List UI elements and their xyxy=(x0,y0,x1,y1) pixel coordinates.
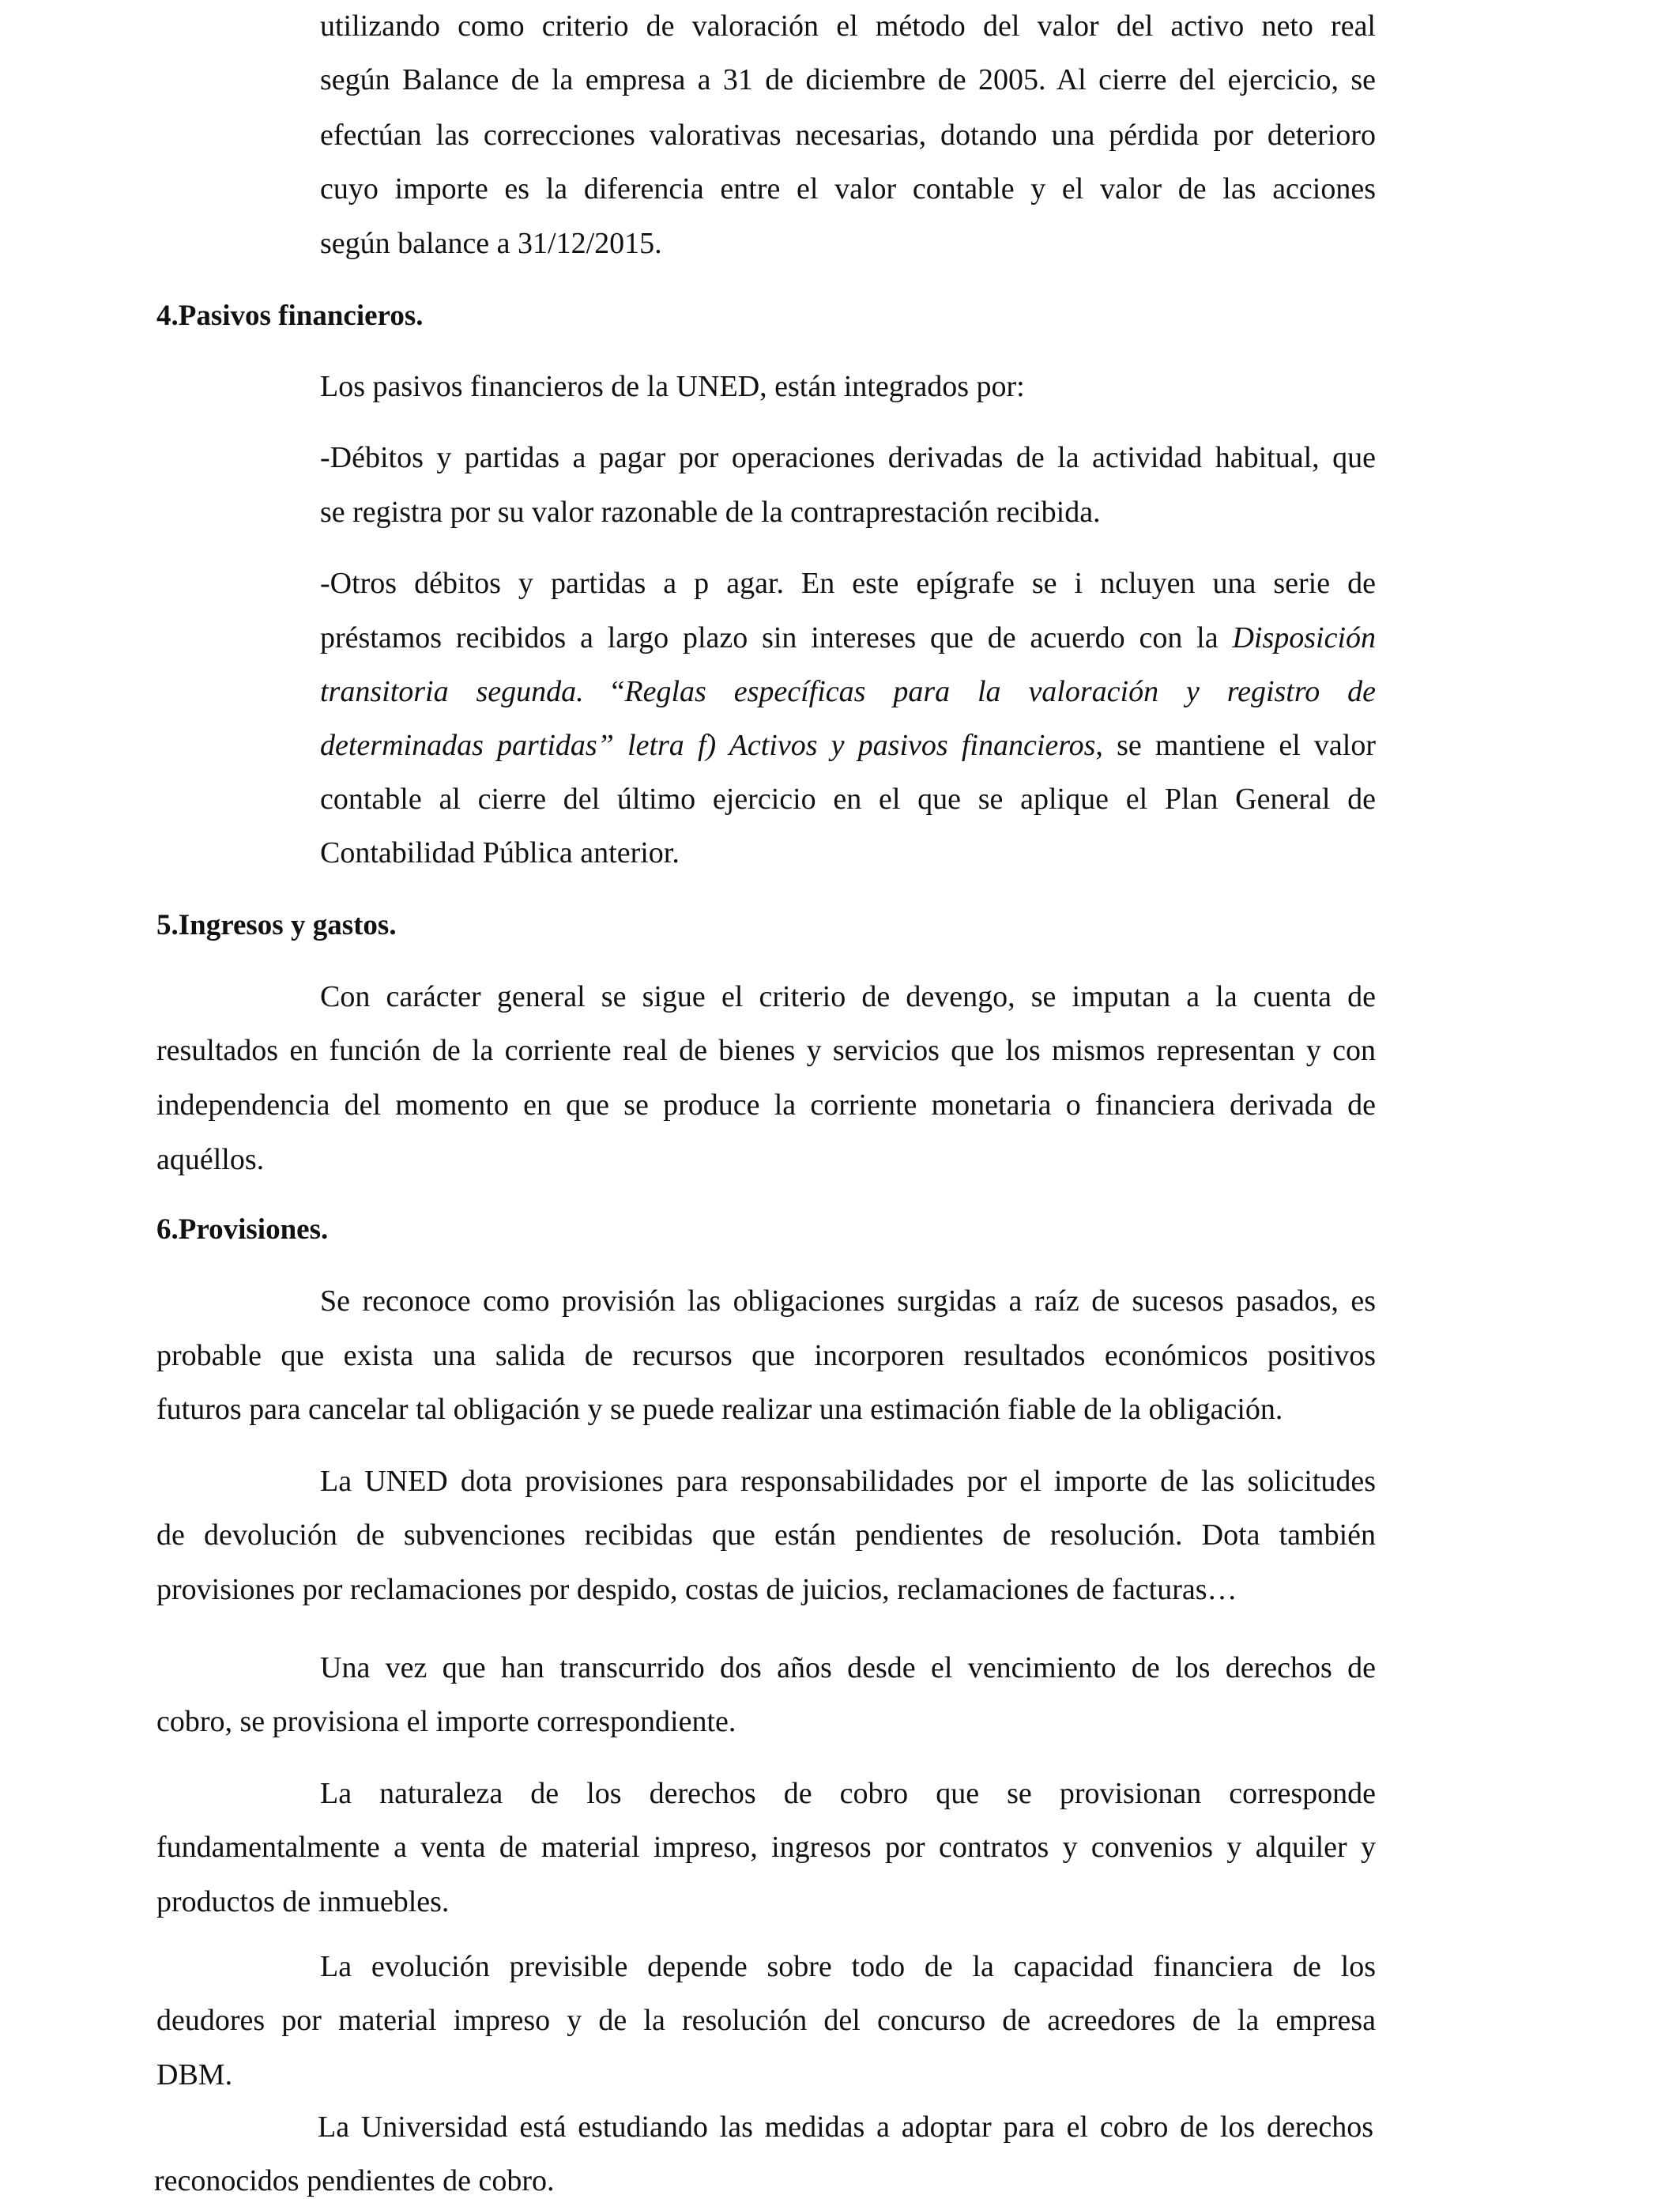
body-line: La naturaleza de los derechos de cobro que se provisionan corresponde xyxy=(320,1777,1376,1810)
body-line: futuros para cancelar tal obligación y se puede realizar una estimación fiable de la obligación. xyxy=(156,1393,1283,1426)
body-line: provisiones por reclamaciones por despido, costas de juicios, reclamaciones de facturas… xyxy=(156,1573,1237,1606)
section-heading: 5.Ingresos y gastos. xyxy=(156,909,397,941)
body-line: DBM. xyxy=(156,2058,233,2092)
body-text: préstamos recibidos a largo plazo sin intereses que de acuerdo con la xyxy=(320,621,1219,654)
italic-reference: Reglas específicas para la valoración y registro de xyxy=(624,675,1376,708)
body-line: se registra por su valor razonable de la contraprestación recibida. xyxy=(320,496,1101,529)
body-line: resultados en función de la corriente real de bienes y servicios que los mismos representan y con xyxy=(156,1034,1376,1067)
body-line: Contabilidad Pública anterior. xyxy=(320,836,680,869)
body-line: efectúan las correcciones valorativas necesarias, dotando una pérdida por deterioro xyxy=(320,119,1376,152)
body-line xyxy=(320,673,1376,710)
body-line: Con carácter general se sigue el criterio de devengo, se imputan a la cuenta de xyxy=(320,980,1376,1013)
body-line: La UNED dota provisiones para responsabilidades por el importe de las solicitudes xyxy=(320,1465,1376,1498)
body-line: deudores por material impreso y de la resolución del concurso de acreedores de la empresa xyxy=(156,2004,1376,2037)
italic-reference: transitoria segunda. xyxy=(320,675,584,708)
body-line: La Universidad está estudiando las medidas a adoptar para el cobro de los derechos xyxy=(318,2110,1373,2144)
body-line: reconocidos pendientes de cobro. xyxy=(154,2164,555,2197)
body-line: -Otros débitos y partidas a p agar. En este epígrafe se i ncluyen una serie de xyxy=(320,567,1376,600)
body-line: Se reconoce como provisión las obligaciones surgidas a raíz de sucesos pasados, es xyxy=(320,1284,1376,1318)
body-line: probable que exista una salida de recursos que incorporen resultados económicos positivos xyxy=(156,1339,1376,1372)
body-line: La evolución previsible depende sobre todo de la capacidad financiera de los xyxy=(320,1950,1376,1983)
quote-mark: “ xyxy=(611,675,625,708)
body-line: Los pasivos financieros de la UNED, están integrados por: xyxy=(320,370,1025,403)
body-line: -Débitos y partidas a pagar por operaciones derivadas de la actividad habitual, que xyxy=(320,441,1376,474)
italic-reference: Disposición xyxy=(1232,621,1377,654)
body-line: según Balance de la empresa a 31 de diciembre de 2005. Al cierre del ejercicio, se xyxy=(320,63,1376,96)
body-text: , se mantiene el valor xyxy=(1095,729,1376,762)
body-line: productos de inmuebles. xyxy=(156,1885,450,1918)
body-line: aquéllos. xyxy=(156,1143,265,1176)
body-line xyxy=(320,620,1376,656)
section-heading: 6.Provisiones. xyxy=(156,1213,329,1246)
body-line: cobro, se provisiona el importe correspondiente. xyxy=(156,1705,736,1738)
body-line: Una vez que han transcurrido dos años desde el vencimiento de los derechos de xyxy=(320,1651,1376,1684)
body-line: independencia del momento en que se produce la corriente monetaria o financiera derivada de xyxy=(156,1088,1376,1122)
body-line xyxy=(320,727,1376,764)
italic-reference: determinadas partidas” letra f) Activos y pasivos financieros xyxy=(320,729,1096,762)
body-line: contable al cierre del último ejercicio en el que se aplique el Plan General de xyxy=(320,783,1376,816)
body-line: de devolución de subvenciones recibidas que están pendientes de resolución. Dota también xyxy=(156,1518,1376,1552)
body-line: fundamentalmente a venta de material impreso, ingresos por contratos y convenios y alquiler y xyxy=(156,1831,1376,1864)
body-line: cuyo importe es la diferencia entre el valor contable y el valor de las acciones xyxy=(320,172,1376,206)
body-line: según balance a 31/12/2015. xyxy=(320,227,662,260)
body-line: utilizando como criterio de valoración el método del valor del activo neto real xyxy=(320,9,1376,43)
section-heading: 4.Pasivos financieros. xyxy=(156,300,424,332)
